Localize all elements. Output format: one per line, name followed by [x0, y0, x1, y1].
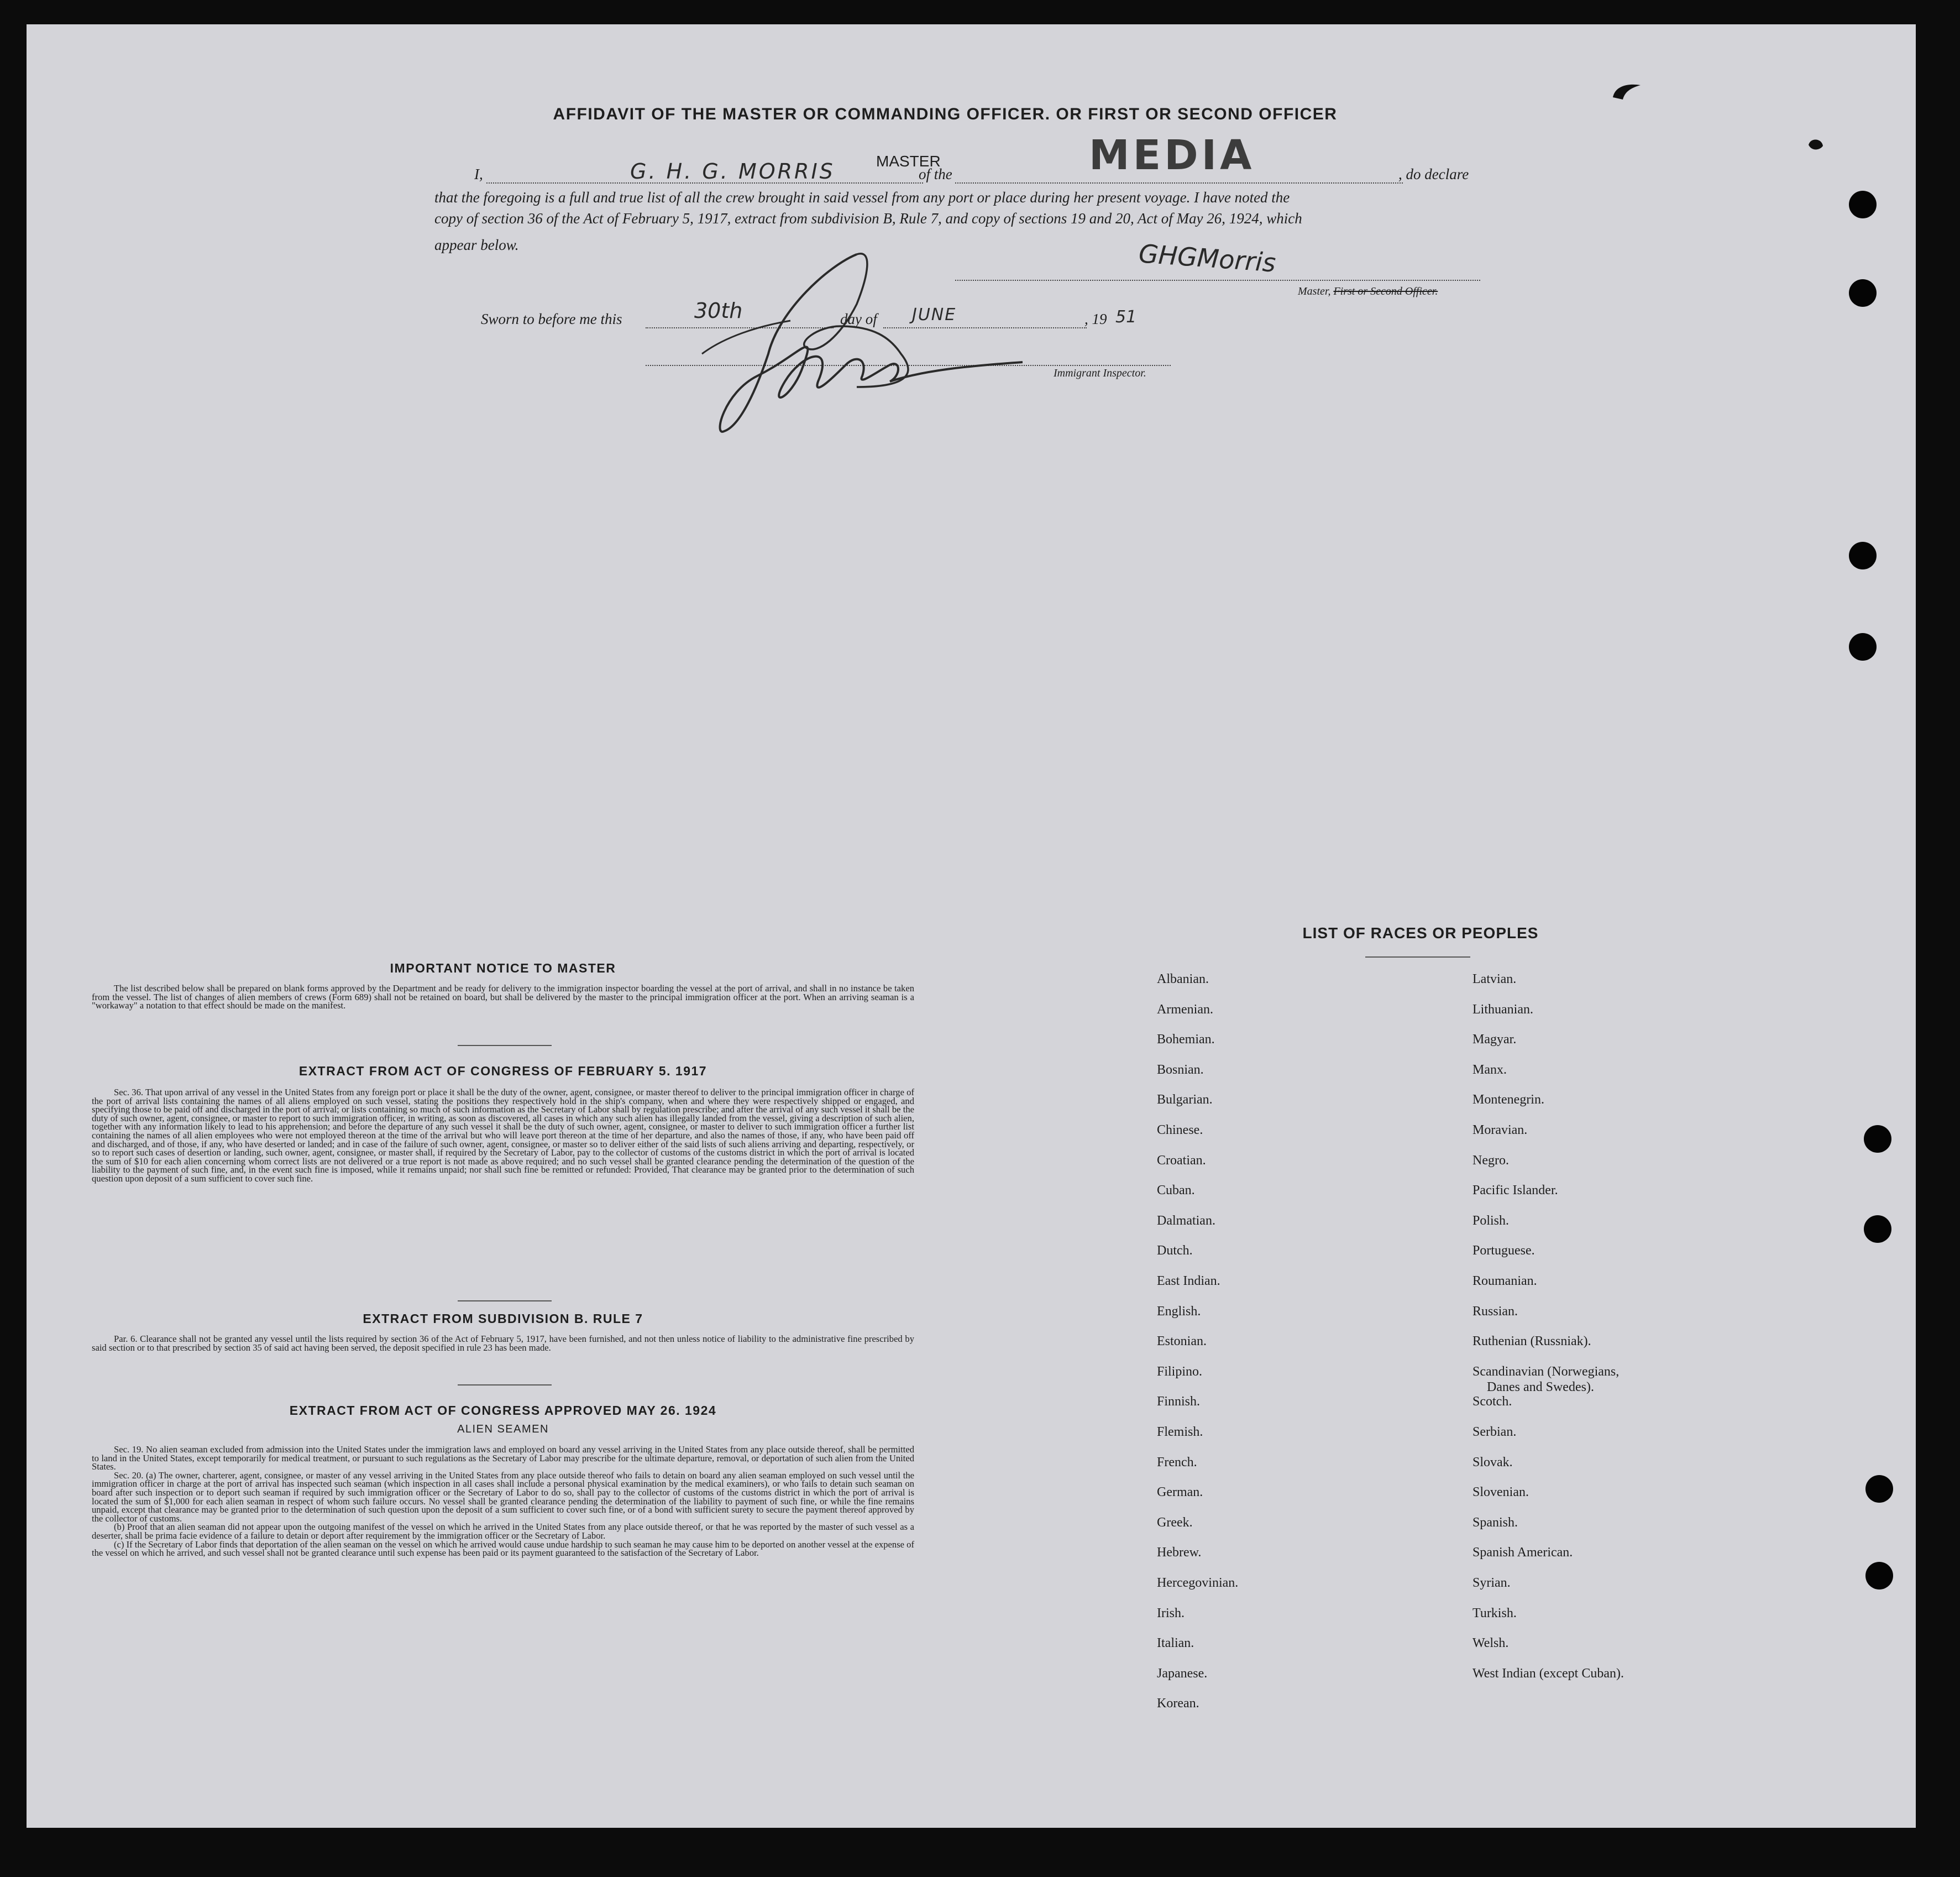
notice-paragraph: The list described below shall be prepared on blank forms approved by the Department and be ready for delivery to the immigration inspector boarding the vessel at the port of arrival, and shall in no instance be taken from the vessel. The list of changes of alien members of crews (Form 689) shall not be retained on board, but shall be delivered by the master to the principal immigration officer at the port. When an arriving seaman is a "workaway" a notation to that effect should be made on the manifest. — [92, 983, 914, 1011]
struck-officer-label: First or Second Officer. — [1333, 285, 1438, 297]
master-title-label: Master, First or Second Officer. — [1298, 285, 1438, 297]
year-prefix: , 19 — [1084, 311, 1107, 327]
race-item: English. — [1157, 1304, 1201, 1319]
race-item: French. — [1157, 1455, 1197, 1470]
vessel-name-stamp: MEDIA — [1089, 132, 1255, 179]
affidavit-body-line4: appear below. — [434, 237, 519, 253]
race-item: Filipino. — [1157, 1364, 1203, 1379]
sec20a-paragraph: Sec. 20. (a) The owner, charterer, agent, consignee, or master of any vessel arriving in the United States from any place outside thereof who fails to detain on board any alien seaman employed on such vessel until the immigration officer in charge at the port of arrival has inspected such seaman (which inspection in all cases shall include a personal physical examination by the medical examiners), or who fails to detain such seaman on board after such inspection or to deport such seaman if required by such immigration officer or the Secretary of Labor to do so, shall pay to the collector of customs of the customs district in which the port of arrival is located the sum of $1,000 for each alien seaman in respect of whom such failure occurs. No vessel shall be granted clearance pending the determination of the liability to payment of such fine, or while the fine remains unpaid, except that clearance may be granted prior to the determination of such question upon the deposit of a sum sufficient to cover such fine, or of a bond with sufficient surety to secure the payment thereof approved by the collector of customs. — [92, 1470, 914, 1524]
race-item: Bohemian. — [1157, 1032, 1215, 1047]
race-item: Hercegovinian. — [1157, 1576, 1239, 1590]
divider — [458, 1384, 552, 1385]
race-item: Japanese. — [1157, 1666, 1208, 1681]
race-item: Slovenian. — [1472, 1485, 1529, 1500]
race-item: West Indian (except Cuban). — [1472, 1666, 1624, 1681]
race-item: Dalmatian. — [1157, 1213, 1215, 1228]
extract-1924-subtitle: ALIEN SEAMEN — [457, 1423, 549, 1435]
race-item: Dutch. — [1157, 1243, 1193, 1258]
race-item: Syrian. — [1472, 1576, 1511, 1590]
affidavit-title: AFFIDAVIT OF THE MASTER OR COMMANDING OFFICER. OR FIRST OR SECOND OFFICER — [553, 105, 1338, 123]
races-title: LIST OF RACES OR PEOPLES — [1302, 924, 1539, 942]
rule7-paragraph: Par. 6. Clearance shall not be granted any vessel until the lists required by section 36 of the Act of February 5, 1917, have been furnished, and not then unless notice of liability to the administrative fine prescribed by said section or to that prescribed by section 35 of said act having been served, the deposit specified in rule 23 has been made. — [92, 1334, 914, 1353]
ink-blot — [1805, 134, 1827, 156]
punch-hole — [1849, 279, 1877, 307]
race-item: Polish. — [1472, 1213, 1510, 1228]
month-value-handwritten: JUNE — [912, 305, 957, 325]
race-item: Bosnian. — [1157, 1062, 1204, 1077]
race-item: Magyar. — [1472, 1032, 1517, 1047]
race-item: Armenian. — [1157, 1002, 1213, 1017]
race-item: Roumanian. — [1472, 1274, 1537, 1288]
extract-1917-title: EXTRACT FROM ACT OF CONGRESS OF FEBRUARY 5. 1917 — [298, 1064, 708, 1078]
vessel-field-line — [955, 182, 1403, 184]
day-of-text: day of — [840, 311, 877, 327]
punch-hole — [1864, 1215, 1891, 1243]
race-item: Pacific Islander. — [1472, 1183, 1558, 1198]
race-item: East Indian. — [1157, 1274, 1220, 1288]
race-item: Hebrew. — [1157, 1545, 1202, 1560]
ink-blot — [1608, 77, 1653, 105]
race-item: Welsh. — [1472, 1636, 1509, 1651]
race-item: Croatian. — [1157, 1153, 1206, 1168]
race-item: Serbian. — [1472, 1425, 1517, 1439]
race-item: Cuban. — [1157, 1183, 1195, 1198]
punch-hole — [1865, 1475, 1893, 1503]
affidavit-line1-prefix: I, — [474, 166, 483, 182]
inspector-signature — [691, 243, 1078, 442]
punch-hole — [1865, 1562, 1893, 1590]
race-item: Korean. — [1157, 1696, 1199, 1711]
inspector-label: Immigrant Inspector. — [1054, 367, 1146, 379]
do-declare-text: , do declare — [1398, 166, 1469, 182]
race-item: Flemish. — [1157, 1425, 1203, 1439]
extract-1917-paragraph: Sec. 36. That upon arrival of any vessel in the United States from any foreign port or place it shall be the duty of the owner, agent, consignee, or master thereof to deliver to the principal immigration officer in charge of the port of arrival lists containing the names of all aliens employed on such vessel, stating the positions they respectively hold in the ship's company, when and where they were respectively shipped or engaged, and specifying those to be paid off and discharged in the port of arrival; or lists containing so much of such information as the Secretary of Labor shall by regulation prescribe; and after the arrival of any such vessel it shall be the duty of such owner, agent, consignee, or master to report to such immigration officer, in writing, as soon as discovered, all cases in which any such alien has illegally landed from the vessel, giving a description of such alien, together with any information likely to lead to his apprehension; and before the departure of any such vessel it shall be the duty of such owner, agent, consignee, or master to deliver to such immigration officer a further list containing the names of all alien employees who were not employed thereon at the time of the arrival but who will leave port thereon at the time of her departure, and also the names of those, if any, who have been paid off and discharged, and of those, if any, who have deserted or landed; and in case of the failure of such owner, agent, consignee, or master so to deliver either of the said lists of such aliens arriving and departing, respectively, or so to report such cases of desertion or landing, such owner, agent, consignee, or master shall, if required by the Secretary of Labor, pay to the collector of customs of the customs district in which the port of arrival is located the sum of $10 for each alien concerning whom correct lists are not delivered or a true report is not made as above required; and no such vessel shall be granted clearance pending the determination of the question of the liability to the payment of such fine, and, in the event such fine is imposed, while it remains unpaid; nor shall such fine be remitted or refunded: Provided, That clearance may be granted prior to the determination of such question upon deposit of a sum sufficient to cover such fine. — [92, 1087, 914, 1184]
extract-1924-paragraphs — [92, 1445, 914, 1557]
race-item: Greek. — [1157, 1515, 1193, 1530]
divider — [458, 1045, 552, 1046]
race-item: Negro. — [1472, 1153, 1509, 1168]
sworn-text: Sworn to before me this — [481, 311, 622, 327]
race-item: Finnish. — [1157, 1394, 1201, 1409]
sec20c-paragraph: (c) If the Secretary of Labor finds that deportation of the alien seaman on the vessel on which he arrived would cause undue hardship to such seaman he may cause him to be deported on another vessel at the expense of the vessel on which he arrived, and such vessel shall not be granted clearance until such expense has been paid or its payment guaranteed to the satisfaction of the Secretary of Labor. — [92, 1539, 914, 1559]
sec20b-paragraph: (b) Proof that an alien seaman did not appear upon the outgoing manifest of the vessel on which he arrived in the United States from any place outside thereof, or that he was reported by the master of such vessel as a deserter, shall be prima facie evidence of a failure to detain or deport after requirement by the immigration officer or the Secretary of Labor. — [92, 1522, 914, 1541]
race-item: Lithuanian. — [1472, 1002, 1533, 1017]
race-item: Latvian. — [1472, 972, 1517, 986]
race-item: Slovak. — [1472, 1455, 1513, 1470]
race-item: Portuguese. — [1472, 1243, 1535, 1258]
year-value-handwritten: 51 — [1115, 307, 1137, 327]
affidavit-body-line2: that the foregoing is a full and true list of all the crew brought in said vessel from any port or place during her present voyage. I have noted the — [434, 189, 1290, 206]
race-item: Scandinavian (Norwegians, — [1472, 1364, 1620, 1379]
race-item: Spanish. — [1472, 1515, 1518, 1530]
race-item: Ruthenian (Russniak). — [1472, 1334, 1591, 1349]
punch-hole — [1849, 633, 1877, 661]
race-item: Bulgarian. — [1157, 1092, 1213, 1107]
divider — [1365, 956, 1470, 958]
rule7-title: EXTRACT FROM SUBDIVISION B. RULE 7 — [363, 1311, 643, 1326]
race-item: Irish. — [1157, 1606, 1185, 1620]
race-item: German. — [1157, 1485, 1203, 1500]
race-item: Manx. — [1472, 1062, 1507, 1077]
master-name-handwritten: G. H. G. MORRIS — [630, 159, 835, 184]
punch-hole — [1849, 542, 1877, 569]
sec19-paragraph: Sec. 19. No alien seaman excluded from admission into the United States under the immigration laws and employed on board any vessel arriving in the United States from any place outside thereof, shall be permitted to land in the United States, except temporarily for medical treatment, or pursuant to such regulations as the Secretary of Labor may prescribe for the ultimate departure, removal, or deportation of such alien from the United States. — [92, 1444, 914, 1472]
affidavit-body-line3: copy of section 36 of the Act of February 5, 1917, extract from subdivision B, Rule 7, and copy of sections 19 and 20, Act of May 26, 1924, which — [434, 210, 1302, 227]
race-item: Montenegrin. — [1472, 1092, 1544, 1107]
of-the-text: of the — [919, 166, 952, 182]
punch-hole — [1864, 1125, 1891, 1153]
race-item: Chinese. — [1157, 1123, 1203, 1137]
punch-hole — [1849, 191, 1877, 218]
master-stamp: MASTER — [876, 153, 941, 170]
race-item: Moravian. — [1472, 1123, 1528, 1137]
day-value-handwritten: 30th — [694, 299, 743, 323]
race-item: Danes and Swedes). — [1487, 1379, 1594, 1394]
race-item: Albanian. — [1157, 972, 1209, 986]
extract-1924-title: EXTRACT FROM ACT OF CONGRESS APPROVED MAY 26. 1924 — [289, 1403, 717, 1418]
race-item: Italian. — [1157, 1636, 1194, 1651]
race-item: Turkish. — [1472, 1606, 1517, 1620]
race-item: Scotch. — [1472, 1394, 1512, 1409]
master-signature: GHGMorris — [1138, 238, 1277, 278]
notice-title: IMPORTANT NOTICE TO MASTER — [390, 961, 616, 975]
race-item: Spanish American. — [1472, 1545, 1573, 1560]
race-item: Russian. — [1472, 1304, 1518, 1319]
race-item: Estonian. — [1157, 1334, 1207, 1349]
divider — [458, 1300, 552, 1301]
